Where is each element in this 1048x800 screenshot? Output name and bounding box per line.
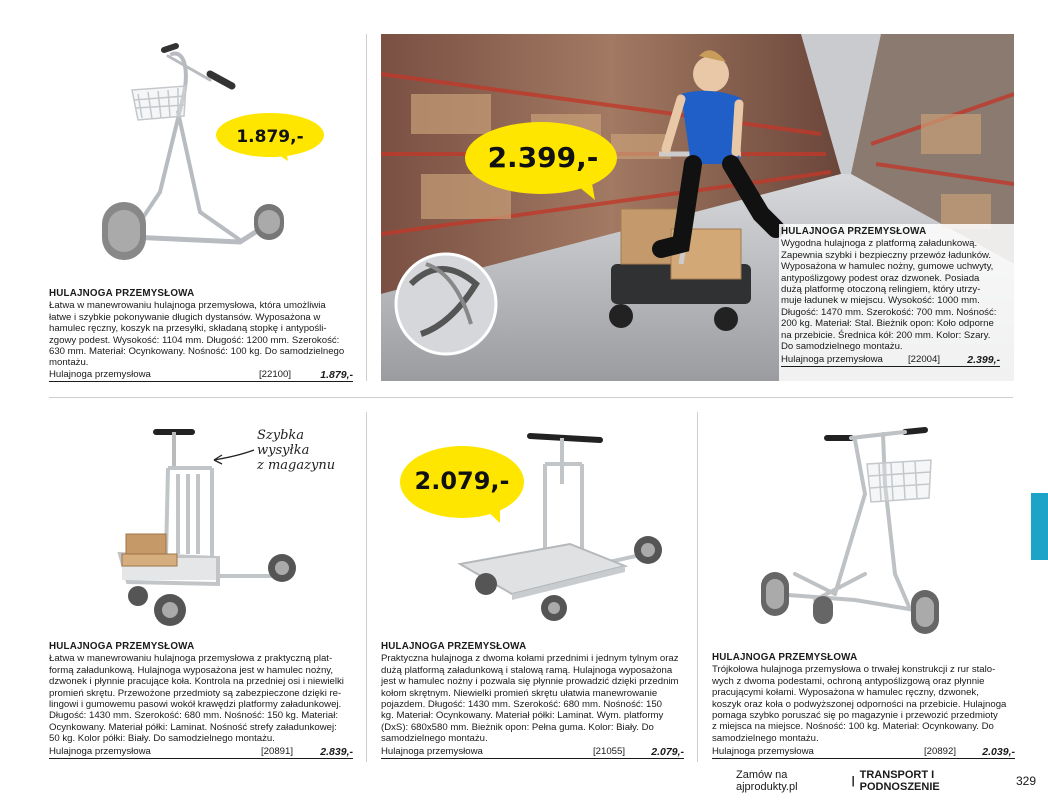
sku-row xyxy=(381,745,684,759)
product-details: Wygodna hulajnoga z platformą załadunkową. Zapewnia szybki i bezpieczny przewóz ładunków. Wyposażona w hamulec nożny, gumowe uchwyty, antypoślizgowy podest oraz dzwonek. Posiada dużą platformę otoczoną relingiem, który utrzy- muje ładunek w miejscu. Wysokość: 1000 mm. Długość: 1470 mm. Szerokość: 700 mm. Nośność: 200 kg. Materiał: Stal. Bieżnik opon: Koło odporne na przebicie. Średnica kół: 200 mm. Kolor: Szary. Do samodzielnego montażu. xyxy=(781,238,997,353)
price-bubble-text: 2.079,- xyxy=(414,467,510,495)
product-details: Łatwa w manewrowaniu hulajnoga przemysłowa z praktyczną plat- formą załadunkową. Hulajnoga wyposażona jest w hamulec nożny, dzwonek i płynnie pracujące koła. Kontrola na przedniej osi i niewielki promień skrętu. Przewożone przedmioty są zabezpieczone dzięki re- lingowi i gumowemu pasowi wokół krawędzi platformy załadunkowej. Długość: 1430 mm. Szerokość: 680 mm. Nośność: 150 kg. Materiał: Ocynkowany. Materiał półki: Laminat. Nośność strefy załadunkowej: 50 kg. Kolor półki: Biały. Do samodzielnego montażu. xyxy=(49,653,344,745)
price-bubble xyxy=(398,444,526,524)
product-title: HULAJNOGA PRZEMYSŁOWA xyxy=(49,288,195,299)
sku-name: Hulajnoga przemysłowa xyxy=(49,369,151,380)
sku-price: 2.399,- xyxy=(967,353,1000,366)
tricycle-scooter-image xyxy=(755,424,955,634)
product-details: Trójkołowa hulajnoga przemysłowa o trwałej konstrukcji z rur stalo- wych z dwoma podestami, ochroną antypoślizgową oraz płynnie pracującymi kołami. Wyposażona w hamulec ręczny, dzwonek, koszyk oraz koła o podwyższonej odporności na przebicie. Hulajnoga pomaga szybko poruszać się po magazynie i przewozić przedmioty z miejsca na miejsce. Nośność: 100 kg. Materiał: Ocynkowany. Do samodzielnego montażu. xyxy=(712,664,1007,744)
column-divider xyxy=(366,412,367,762)
row-divider xyxy=(49,397,1013,398)
sku-code: [22100] xyxy=(259,369,292,380)
price-bubble xyxy=(214,112,326,162)
price-bubble-text: 2.399,- xyxy=(487,140,599,174)
product-title: HULAJNOGA PRZEMYSŁOWA xyxy=(49,641,195,652)
footer-site: Zamów na ajprodukty.pl xyxy=(736,769,798,793)
footer-section: TRANSPORT I PODNOSZENIE xyxy=(859,769,940,793)
product-title: HULAJNOGA PRZEMYSŁOWA xyxy=(712,652,858,663)
sku-name: Hulajnoga przemysłowa xyxy=(381,746,483,757)
product-details: Praktyczna hulajnoga z dwoma kołami przednimi i jednym tylnym oraz dużą platformą załadunkową i stalową ramą. Hulajnoga wyposażona jest w hamulec nożny i pozwala się płynnie prowadzić dzięki przednim kołom skrętnym. Niewielki promień skrętu ułatwia manewrowanie pojazdem. Długość: 1430 mm. Szerokość: 680 mm. Nośność: 150 kg. Materiał: Ocynkowany. Materiał półki: Laminat. Wym. platformy (DxS): 680x580 mm. Bieżnik opon: Pełna guma. Kolor: Biały. Do samodzielnego montażu. xyxy=(381,653,679,745)
sku-name: Hulajnoga przemysłowa xyxy=(712,746,814,757)
sku-code: [22004] xyxy=(908,354,941,365)
product-title: HULAJNOGA PRZEMYSŁOWA xyxy=(781,226,927,237)
sku-row xyxy=(781,353,1000,367)
product-description xyxy=(712,652,1027,744)
sku-name: Hulajnoga przemysłowa xyxy=(781,354,883,365)
column-divider xyxy=(366,34,367,381)
page-number: 329 xyxy=(1015,774,1036,788)
sku-price: 2.079,- xyxy=(651,745,684,758)
page-footer xyxy=(736,769,1036,793)
section-tab xyxy=(1031,493,1048,560)
product-description xyxy=(49,641,364,745)
sku-row xyxy=(49,745,353,759)
price-bubble-text: 1.879,- xyxy=(236,127,304,147)
sku-name: Hulajnoga przemysłowa xyxy=(49,746,151,757)
sku-code: [20891] xyxy=(261,746,294,757)
sku-code: [20892] xyxy=(924,746,957,757)
sku-code: [21055] xyxy=(593,746,626,757)
sku-price: 2.839,- xyxy=(320,745,353,758)
product-description xyxy=(381,641,693,745)
product-details: Łatwa w manewrowaniu hulajnoga przemysłowa, która umożliwia łatwe i szybkie pokonywanie długich dystansów. Wyposażona w hamulec ręczny, koszyk na przesyłki, składaną stopkę i antypośli- zgowy podest. Wysokość: 1104 mm. Długość: 1200 mm. Szerokość: 630 mm. Materiał: Ocynkowany. Nośność: 100 kg. Do samodzielnego montażu. xyxy=(49,300,345,369)
sku-row xyxy=(712,745,1015,759)
fast-shipping-note xyxy=(257,428,357,473)
column-divider xyxy=(697,412,698,762)
fast-shipping-text: Szybka wysyłka z magazynu xyxy=(257,428,336,473)
sku-row xyxy=(49,368,353,382)
price-bubble xyxy=(463,120,623,202)
sku-price: 1.879,- xyxy=(320,368,353,381)
footer-separator: | xyxy=(851,775,855,787)
product-title: HULAJNOGA PRZEMYSŁOWA xyxy=(381,641,527,652)
arrow-icon xyxy=(208,446,258,466)
product-description xyxy=(49,288,359,369)
sku-price: 2.039,- xyxy=(982,745,1015,758)
product-description xyxy=(781,226,1006,352)
